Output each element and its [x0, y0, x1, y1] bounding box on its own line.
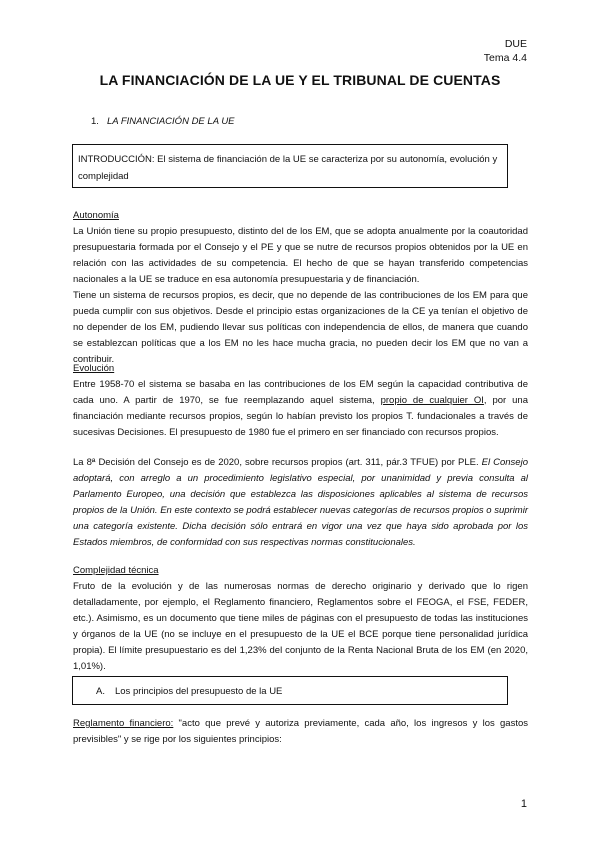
autonomia-paragraph-1: La Unión tiene su propio presupuesto, distinto del de los EM, que se adopta anualmente por la coautoridad presupuestaria formada por el Consejo y el PE y que se nutre de recursos propios obtenidos por la UE en relación con las actividades de su competencia. El hecho de que se hayan transferido competencias nacionales a la UE se traduce en esa autonomía presupuestaria y de financiación. — [73, 226, 528, 285]
evolucion-heading: Evolución — [73, 363, 115, 374]
course-label: DUE — [504, 38, 527, 50]
page-header — [484, 37, 527, 65]
autonomia-heading: Autonomía — [73, 210, 119, 221]
complejidad-heading: Complejidad técnica — [73, 565, 159, 576]
section-a-title: Los principios del presupuesto de la UE — [114, 686, 283, 697]
document-title: LA FINANCIACIÓN DE LA UE Y EL TRIBUNAL DE CUENTAS — [99, 72, 501, 88]
decision-paragraph — [73, 455, 528, 551]
reglamento-text: "acto que prevé y autoriza previamente, cada año, los ingresos y los gastos previsibles" y se rige por los siguientes principios: — [73, 718, 528, 745]
autonomia-paragraph-2: Tiene un sistema de recursos propios, es decir, que no depende de las contribuciones de los EM para que pueda cumplir con sus objetivos. Desde el principio estas organizaciones de la CE ya tenían el objetivo de no depender de los EM, pudiendo llevar sus políticas con independencia de ellos, de manera que cuando se establezcan políticas que a los EM no les hace mucha gracia, no pueden decir los EM que no van a contribuir. — [73, 290, 528, 365]
complejidad-paragraph: Fruto de la evolución y de las numerosas normas de derecho originario y derivado que lo rigen detalladamente, por ejemplo, el Reglamento financiero, Reglamentos sobre el FEOGA, el FSE, FEDER, etc.). Asimismo, es un documento que tiene miles de páginas con el presupuesto de todas las instituciones y órganos de la UE (no se incluye en el presupuesto de la UE el BCE porque tiene personalidad jurídica propia). El límite presupuestario es del 1,23% del conjunto de la Renta Nacional Bruta de los EM (en 2020, 1,01%). — [73, 581, 528, 672]
evolucion-text: Entre 1958-70 el sistema se basaba en las contribuciones de los EM según la capacidad contributiva de cada uno. A partir de 1970, se fue reemplazando aquel sistema, — [73, 379, 528, 406]
reglamento-section — [73, 716, 528, 748]
section-1-title: LA FINANCIACIÓN DE LA UE — [106, 116, 235, 127]
section-a-letter: A. — [96, 686, 105, 697]
evolucion-section — [73, 361, 528, 441]
decision-quote: El Consejo adoptará, con arreglo a un procedimiento legislativo especial, por unanimidad y previa consulta al Parlamento Europeo, una decisión que establezca las disposiciones aplicables al sistema de recursos propios de la Unión. En este contexto se podrá establecer nuevas categorías de recursos propios o suprimir una categoría existente. Dicha decisión sólo entrará en vigor una vez que haya sido aprobada por los Estados miembros, de conformidad con sus respectivas normas constitucionales. — [73, 457, 528, 548]
reglamento-label: Reglamento financiero: — [73, 718, 174, 729]
topic-label: Tema 4.4 — [483, 52, 527, 64]
section-1-heading — [91, 116, 235, 127]
autonomia-section — [73, 208, 528, 368]
complejidad-section — [73, 563, 528, 675]
section-a-box — [72, 676, 508, 705]
reglamento-paragraph — [73, 716, 528, 748]
evolucion-text: , por una financiación mediante recursos propios, según lo habían previsto los propios T. fundacionales a través de sucesivas Decisiones. El presupuesto de 1980 fue el primero en ser financiado con recursos propios. — [73, 395, 528, 438]
decision-text: La 8ª Decisión del Consejo es de 2020, sobre recursos propios (art. 311, pár.3 TFUE) por PLE. — [73, 457, 482, 468]
evolucion-paragraph-1 — [73, 377, 528, 441]
decision-section — [73, 455, 528, 551]
intro-box: INTRODUCCIÓN: El sistema de financiación de la UE se caracteriza por su autonomía, evolución y complejidad — [72, 144, 508, 188]
evolucion-underlined-text: propio de cualquier OI — [380, 395, 484, 406]
section-1-number: 1. — [91, 116, 99, 127]
page-number: 1 — [520, 798, 527, 810]
